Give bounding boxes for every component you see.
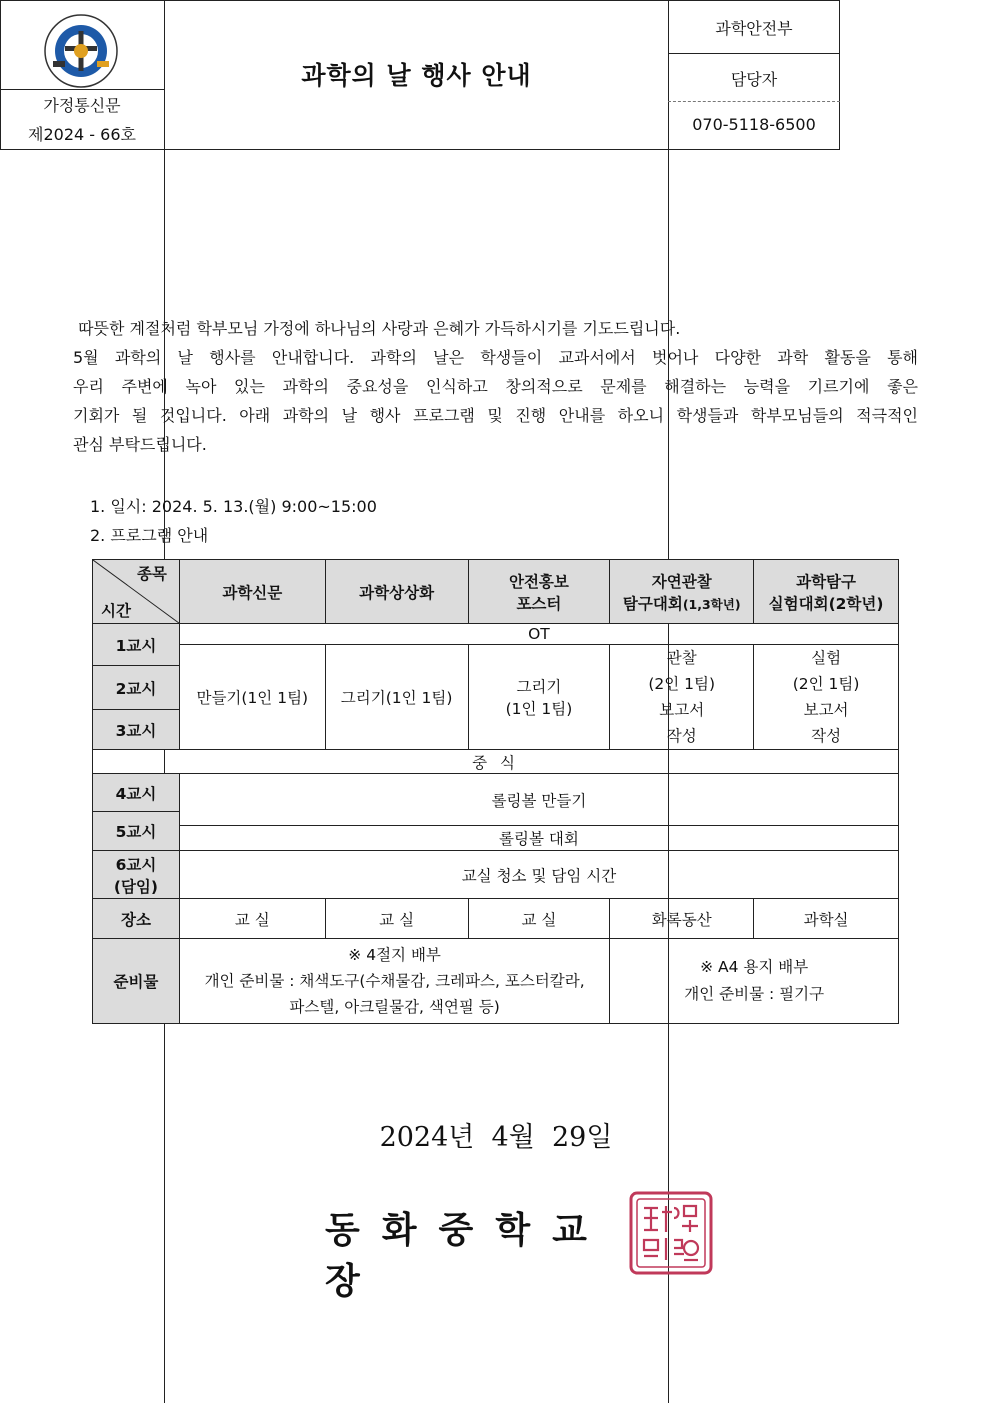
issue-date: 2024년 4월 29일: [379, 1122, 613, 1153]
place-cell: 교 실: [468, 899, 610, 939]
lunch-row: 중 식: [93, 750, 899, 774]
place-label: 장소: [93, 899, 180, 939]
document-header: [0, 0, 840, 150]
ot-cell: OT: [179, 624, 898, 645]
place-cell: 교 실: [179, 899, 325, 939]
col-header: 과학상상화: [325, 560, 468, 624]
col-header: 안전홍보 포스터: [468, 560, 610, 624]
rolling-make-cell: 롤링볼 만들기: [179, 774, 898, 826]
intro-paragraph: [73, 314, 918, 459]
intro-line: 따뜻한 계절처럼 학부모님 가정에 하나님의 사랑과 은혜가 가득하시기를 기도드립니다.: [73, 319, 681, 338]
period-cell: 3교시: [93, 710, 180, 750]
newsletter-label: 가정통신문: [43, 96, 121, 115]
corner-cell: [93, 560, 180, 624]
intro-line: 5월 과학의 날 행사를 안내합니다. 과학의 날은 학생들이 교과서에서 벗어나 다양한 과학 활동을 통해: [73, 348, 918, 367]
principal-signature: 동화중학교장: [325, 1209, 609, 1302]
corner-bottom-label: 시간: [101, 602, 131, 620]
program-heading: 2. 프로그램 안내: [90, 526, 209, 545]
cleaning-cell: 교실 청소 및 담임 시간: [179, 851, 898, 899]
prep-label: 준비물: [93, 939, 180, 1024]
task-cell: 만들기(1인 1팀): [179, 645, 325, 750]
col-header: 과학탐구 실험대회(2학년): [754, 560, 899, 624]
official-seal: [628, 1190, 714, 1276]
prep-left-cell: ※ 4절지 배부 개인 준비물 : 채색도구(수채물감, 크레파스, 포스터칼라, 파스텔, 아크릴물감, 색연필 등): [179, 939, 609, 1024]
contact-person-label: 담당자: [730, 70, 778, 89]
intro-line: 기회가 될 것입니다. 아래 과학의 날 행사 프로그램 및 진행 안내를 하오니 학생들과 학부모님들의 적극적인: [73, 406, 918, 425]
issue-number: 제2024 - 66호: [28, 125, 136, 144]
document-title: 과학의 날 행사 안내: [301, 61, 532, 90]
intro-line: 우리 주변에 녹아 있는 과학의 중요성을 인식하고 창의적으로 문제를 해결하는 능력을 기르기에 좋은: [73, 377, 918, 396]
rolling-contest-cell: 롤링볼 대회: [179, 826, 898, 851]
department: 과학안전부: [715, 19, 793, 38]
school-logo: [43, 13, 119, 89]
col-header: 과학신문: [179, 560, 325, 624]
period-cell: 1교시: [93, 624, 180, 666]
place-cell: 교 실: [325, 899, 468, 939]
period-cell: 2교시: [93, 666, 180, 710]
event-date: 1. 일시: 2024. 5. 13.(월) 9:00~15:00: [90, 497, 377, 516]
period-cell: 4교시: [93, 774, 180, 812]
task-cell: 그리기(1인 1팀): [325, 645, 468, 750]
task-cell: 관찰 (2인 1팀) 보고서 작성: [610, 645, 754, 750]
intro-line: 관심 부탁드립니다.: [73, 435, 207, 454]
place-cell: 과학실: [754, 899, 899, 939]
phone-number: 070-5118-6500: [692, 115, 816, 134]
corner-top-label: 종목: [136, 565, 167, 583]
program-table: [92, 559, 899, 1024]
place-cell: 화록동산: [610, 899, 754, 939]
task-cell: 실험 (2인 1팀) 보고서 작성: [754, 645, 899, 750]
col-header: 자연관찰 탐구대회(1,3학년): [610, 560, 754, 624]
prep-right-cell: ※ A4 용지 배부 개인 준비물 : 필기구: [610, 939, 899, 1024]
period-cell: 5교시: [93, 812, 180, 851]
task-cell: 그리기 (1인 1팀): [468, 645, 610, 750]
period-cell: 6교시 (담임): [93, 851, 180, 899]
